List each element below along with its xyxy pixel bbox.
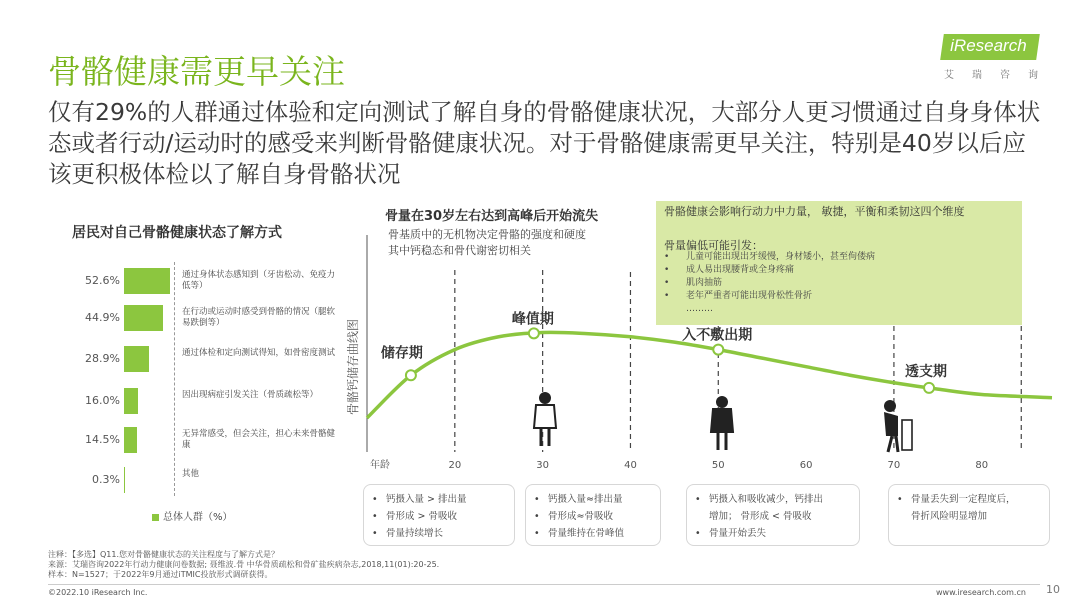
peak-description-line: 骨基质中的无机物决定骨骼的强度和硬度 [388, 228, 586, 241]
info-bullet: • 老年严重者可能出现骨松性骨折 [664, 291, 813, 301]
stage-point: 骨折风险明显增加 [911, 511, 988, 522]
bar-value-label: 14.5% [85, 433, 120, 446]
bar-category-label: 通过身体状态感知到（牙齿松动、免疫力低等） [182, 270, 336, 291]
stage-point: • 骨量丢失到一定程度后， [897, 494, 1016, 505]
bar-category-label: 其他 [182, 469, 200, 479]
stage-point: • 骨形成 > 骨吸收 [372, 511, 457, 522]
stage-box-peak [525, 484, 661, 546]
stage-marker [529, 328, 539, 338]
stage-marker [406, 370, 416, 380]
bar-value-label: 44.9% [85, 311, 120, 324]
stage-point: 增加； 骨形成 < 骨吸收 [709, 511, 812, 522]
info-bullet: • 儿童可能出现出牙缓慢，身材矮小，甚至佝偻病 [664, 252, 876, 262]
bar-category-label: 在行动或运动时感受到骨骼的情况（腿软易跌倒等） [182, 307, 336, 328]
bone-health-info-box [656, 201, 1022, 325]
bar-value-label: 28.9% [85, 352, 120, 365]
footnote-line: 注释：【多选】Q11.您对骨骼健康状态的关注程度与了解方式是？ [48, 550, 280, 559]
x-axis-label: 年龄 [370, 460, 390, 471]
bar-value-label: 0.3% [92, 473, 120, 486]
legend-label: 总体人群（%） [163, 512, 233, 523]
bar-category-label: 因出现病症引发关注（骨质疏松等） [182, 390, 319, 400]
bar-category-label: 通过体检和定向测试得知，如骨密度测试 [182, 348, 336, 358]
stage-marker [713, 345, 723, 355]
footnote-line: 样本：N=1527；于2022年9月通过iTMIC投放形式调研获得。 [48, 570, 273, 579]
stage-box-storage [363, 484, 515, 546]
stage-point: • 骨形成≈骨吸收 [534, 511, 613, 522]
stage-point: • 骨量持续增长 [372, 528, 444, 539]
x-tick-label: 20 [448, 460, 462, 471]
x-tick-label: 60 [799, 460, 813, 471]
info-bullet: ……… [686, 304, 713, 314]
bar-chart-title: 居民对自己骨骼健康状态了解方式 [72, 225, 282, 241]
stage-box-overdraft [888, 484, 1050, 546]
logo-sub-char: 询 [1028, 70, 1038, 81]
footer-divider [48, 584, 1040, 585]
stage-box-deficit [686, 484, 860, 546]
logo-sub-char: 瑞 [972, 70, 982, 81]
x-tick-label: 80 [975, 460, 989, 471]
stage-label: 透支期 [905, 363, 948, 380]
stage-label: 峰值期 [511, 311, 554, 328]
bar-value-label: 16.0% [85, 394, 120, 407]
stage-point: • 骨量维持在骨峰值 [534, 528, 625, 539]
stage-point: • 骨量开始丢失 [695, 528, 767, 539]
peak-description-line: 其中钙稳态和骨代谢密切相关 [388, 244, 531, 257]
info-line: 骨量偏低可能引发： [664, 239, 763, 252]
page-title: 骨骼健康需更早关注 [48, 52, 345, 91]
stage-label: 储存期 [380, 345, 423, 362]
elderly-walker-icon [884, 400, 912, 452]
bar-category-label: 无异常感受，但会关注，担心未来骨骼健康 [182, 429, 336, 450]
info-bullet: • 成人易出现腰背或全身疼痛 [664, 265, 795, 275]
logo-text: iResearch [950, 36, 1027, 55]
info-line: 骨骼健康会影响行动力中力量， 敏捷，平衡和柔韧这四个维度 [664, 205, 965, 218]
peak-heading: 骨量在30岁左右达到高峰后开始流失 [385, 209, 599, 224]
middle-aged-woman-icon [711, 396, 733, 450]
x-tick-label: 40 [624, 460, 637, 471]
info-bullet: • 肌肉抽筋 [664, 278, 723, 288]
x-tick-label: 70 [887, 460, 901, 471]
copyright: ©2022.10 iResearch Inc. [48, 588, 148, 597]
footnote-line: 来源：艾瑞咨询2022年行动力健康问卷数据; 聂维波.骨 中华骨质疏松和骨矿盐疾病杂志,2018,11(01):20-25. [48, 560, 440, 569]
bar-value-label: 52.6% [85, 274, 120, 287]
bone-curve-line [367, 332, 1052, 418]
stage-point: • 钙摄入量≈排出量 [534, 494, 623, 505]
x-tick-label: 50 [711, 460, 725, 471]
website-link[interactable]: www.iresearch.com.cn [936, 588, 1026, 597]
stage-marker [924, 383, 934, 393]
page-number: 10 [1046, 583, 1060, 596]
x-tick-label: 30 [536, 460, 550, 471]
logo-sub-char: 艾 [944, 70, 954, 81]
stage-label: 入不敷出期 [682, 327, 753, 344]
stage-point: • 钙摄入量 > 排出量 [372, 494, 467, 505]
footnote [48, 550, 439, 580]
logo-sub-char: 咨 [1000, 70, 1010, 81]
young-woman-icon [534, 392, 556, 446]
stage-point: • 钙摄入和吸收减少，钙排出 [695, 494, 824, 505]
headline: 仅有29%的人群通过体验和定向测试了解自身的骨骼健康状况，大部分人更习惯通过自身身体状态或者行动/运动时的感受来判断骨骼健康状况。对于骨骼健康需更早关注，特别是40岁以后应该更积极体检以了解自身骨骼状况 [48, 98, 1041, 188]
y-axis-label: 骨骼钙储存曲线图 [346, 318, 360, 415]
